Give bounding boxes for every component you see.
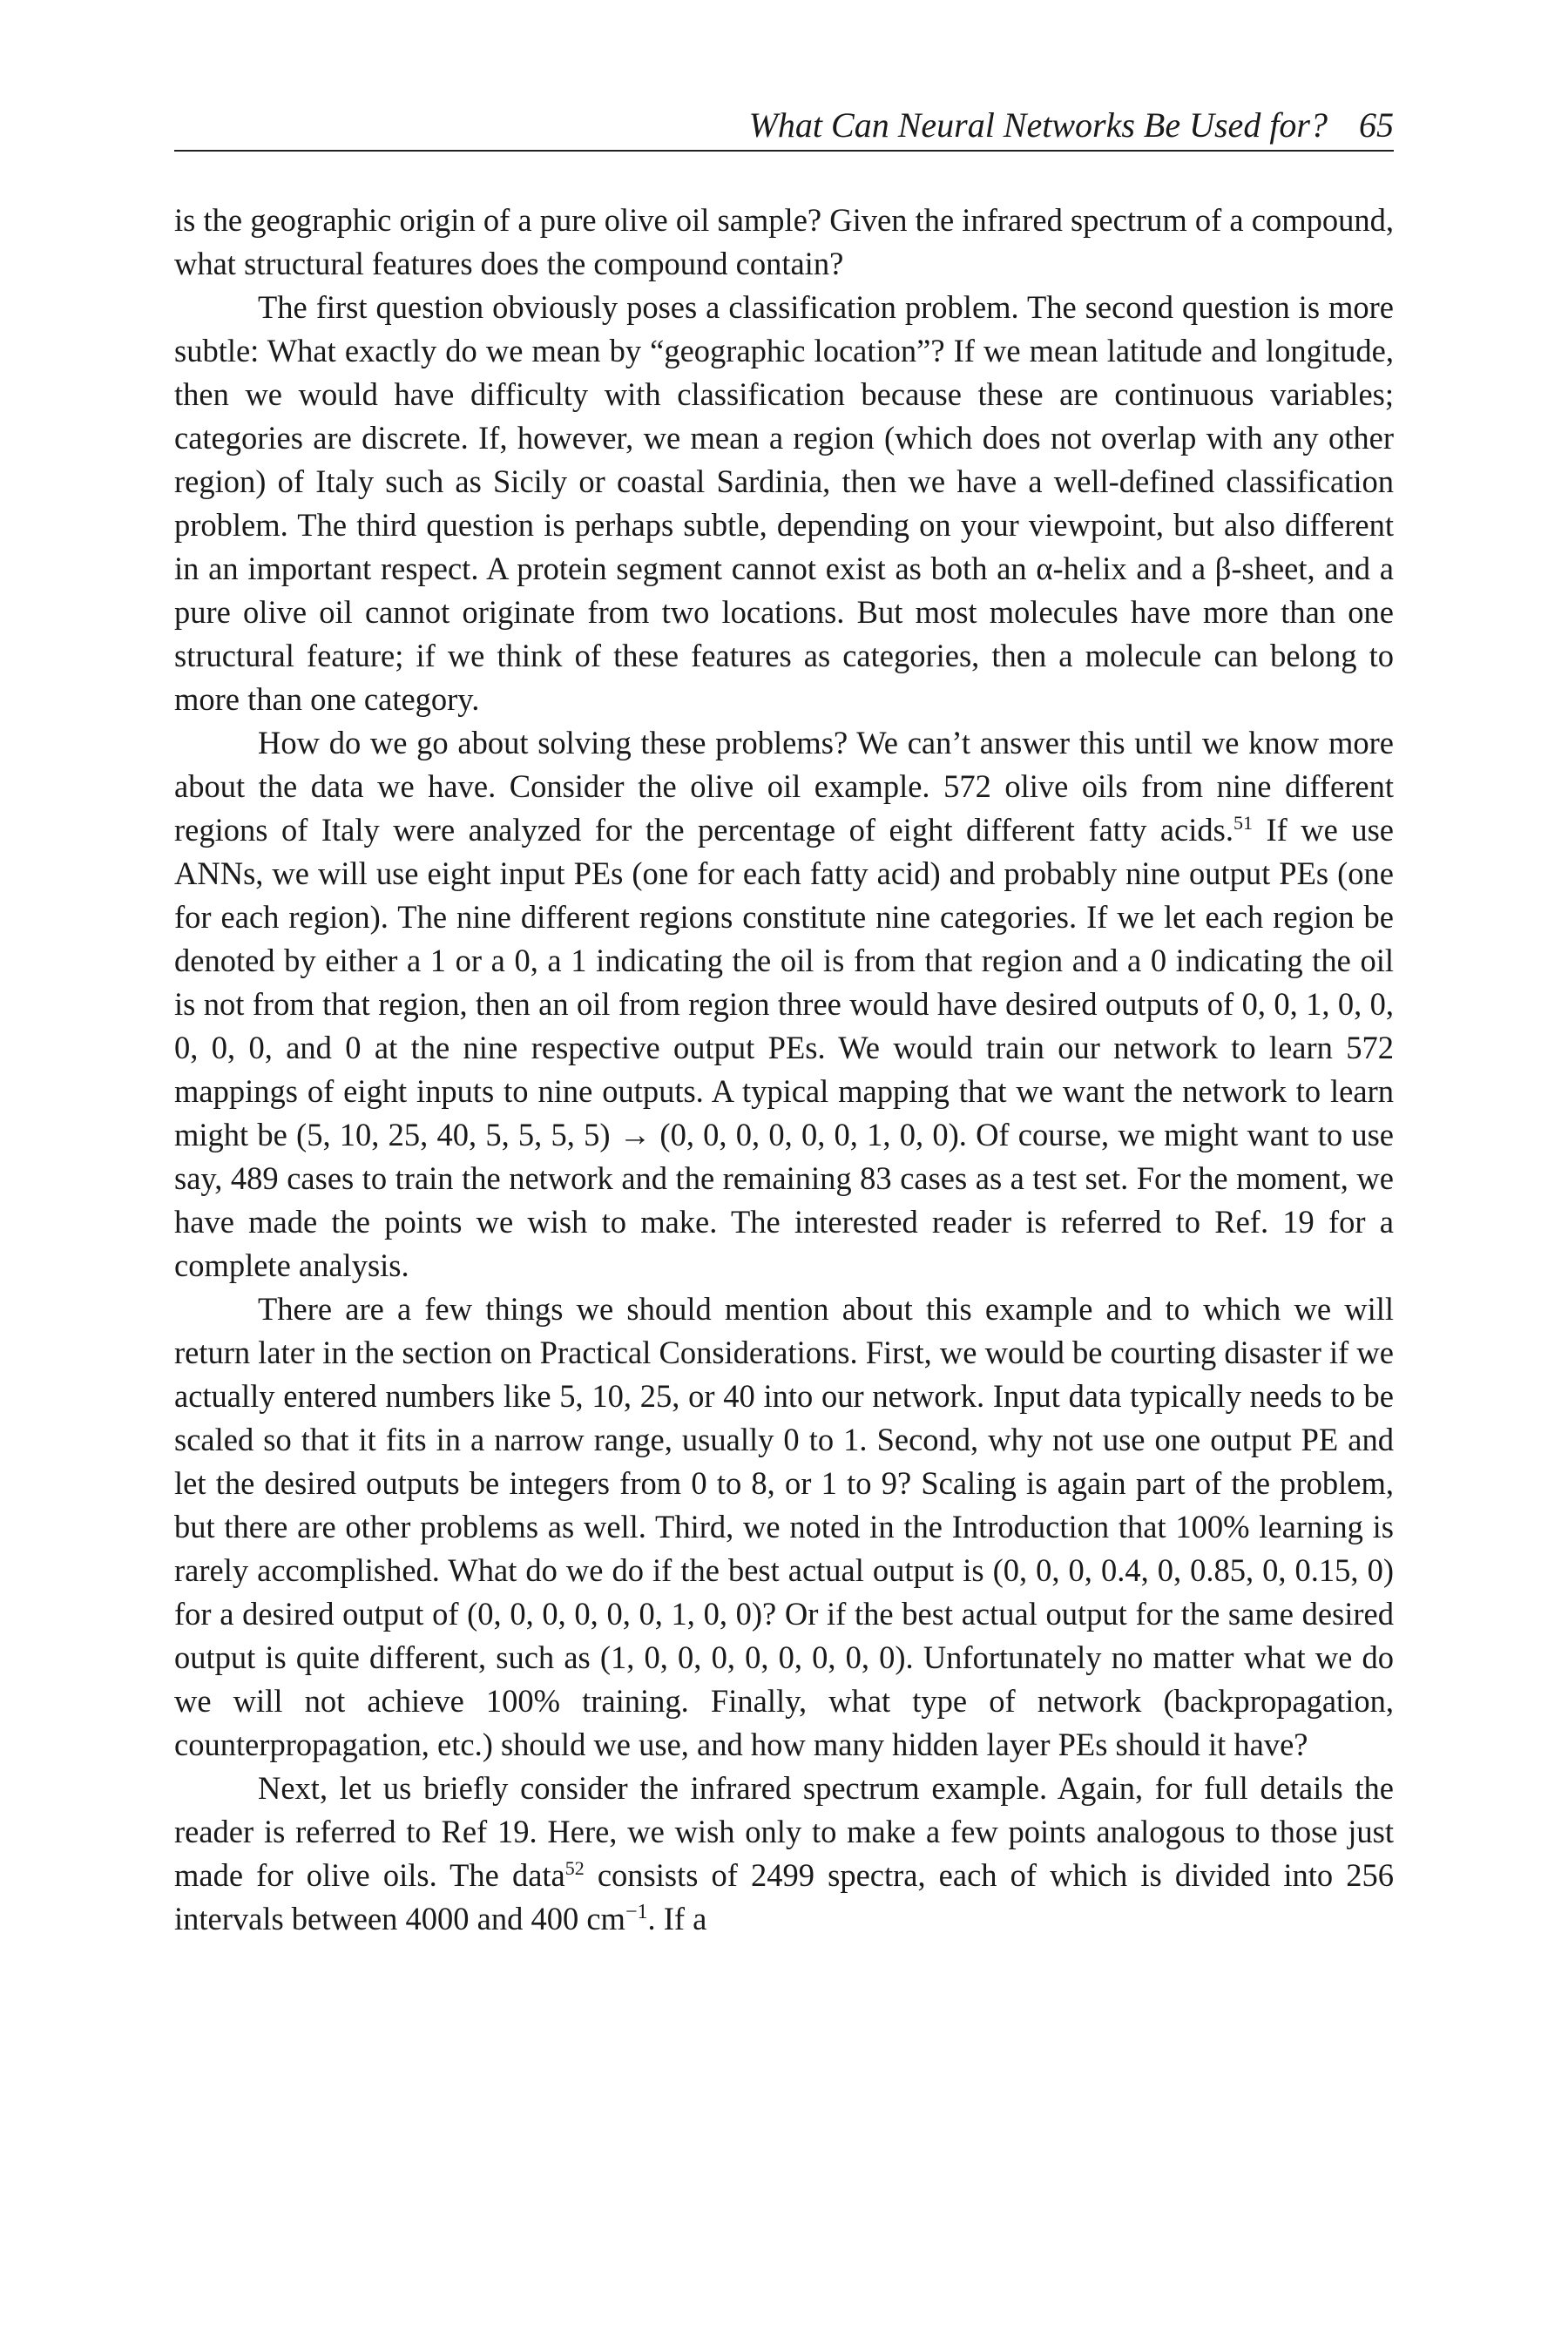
paragraph-text: is the geographic origin of a pure olive oil sample? Given the infrared spectrum of a compound, what structural features does the compound contain? bbox=[174, 202, 1394, 281]
paragraph-text: consists of 2499 spectra, each of which is divided into 256 intervals between 4000 and 400 cm bbox=[174, 1857, 1395, 1936]
paragraph-classification bbox=[174, 286, 1394, 721]
paragraph-text: Next, let us briefly consider the infrared spectrum example. Again, for full details the reader is referred to Ref 19. Here, we wish only to make a few points analogous to those just made for olive oils. The data bbox=[174, 1770, 1394, 1893]
paragraph-olive-oil bbox=[174, 721, 1394, 1288]
reference-superscript: 52 bbox=[564, 1856, 585, 1879]
unit-exponent: −1 bbox=[625, 1900, 648, 1923]
paragraph-text: The first question obviously poses a classification problem. The second question is more subtle: What exactly do we mean by “geographic location”? If we mean latitude and longitude, then we would have difficulty with classification because these are continuous variables; categories are discrete. If, however, we mean a region (which does not overlap with any other region) of Italy such as Sicily or coastal Sardinia, then we have a well-defined classification problem. The third question is perhaps subtle, depending on your viewpoint, but also different in an important respect. A protein segment cannot exist as both an α-helix and a β-sheet, and a pure olive oil cannot originate from two locations. But most molecules have more than one structural feature; if we think of these features as categories, then a molecule can belong to more than one category. bbox=[174, 289, 1394, 717]
paragraph-text: How do we go about solving these problems? We can’t answer this until we know more about the data we have. Consider the olive oil example. 572 olive oils from nine different regions of Italy were analyzed for the percentage of eight different fatty acids. bbox=[174, 725, 1394, 848]
paragraph-text: If we use ANNs, we will use eight input PEs (one for each fatty acid) and probably nine output PEs (one for each region). The nine different regions constitute nine categories. If we let each region be denoted by either a 1 or a 0, a 1 indicating the oil is from that region and a 0 indicating the oil is not from that region, then an oil from region three would have desired outputs of 0, 0, 1, 0, 0, 0, 0, 0, and 0 at the nine respective output PEs. We would train our network to learn 572 mappings of eight inputs to nine outputs. A typical mapping that we want the network to learn might be (5, 10, 25, 40, 5, 5, 5, 5) → (0, 0, 0, 0, 0, 0, 1, 0, 0). Of course, we might want to use say, 489 cases to train the network and the remaining 83 cases as a test set. For the moment, we have made the points we wish to make. The interested reader is referred to Ref. 19 for a complete analysis. bbox=[174, 812, 1394, 1283]
paragraph-text: . If a bbox=[647, 1901, 707, 1936]
body-text bbox=[174, 199, 1394, 1941]
paragraph-continuation bbox=[174, 199, 1394, 286]
page-number: 65 bbox=[1359, 105, 1394, 145]
paragraph-text: There are a few things we should mention about this example and to which we will return later in the section on Practical Considerations. First, we would be courting disaster if we actually entered numbers like 5, 10, 25, or 40 into our network. Input data typically needs to be scaled so that it fits in a narrow range, usually 0 to 1. Second, why not use one output PE and let the desired outputs be integers from 0 to 8, or 1 to 9? Scaling is again part of the problem, but there are other problems as well. Third, we noted in the Introduction that 100% learning is rarely accomplished. What do we do if the best actual output is (0, 0, 0, 0.4, 0, 0.85, 0, 0.15, 0) for a desired output of (0, 0, 0, 0, 0, 0, 1, 0, 0)? Or if the best actual output for the same desired output is quite different, such as (1, 0, 0, 0, 0, 0, 0, 0, 0). Unfortunately no matter what we do we will not achieve 100% training. Finally, what type of network (backpropagation, counterpropagation, etc.) should we use, and how many hidden layer PEs should it have? bbox=[174, 1291, 1394, 1762]
paragraph-considerations bbox=[174, 1288, 1394, 1767]
reference-superscript: 51 bbox=[1233, 811, 1253, 834]
paragraph-infrared bbox=[174, 1767, 1394, 1941]
running-header bbox=[174, 105, 1394, 152]
running-title: What Can Neural Networks Be Used for? bbox=[748, 105, 1328, 145]
